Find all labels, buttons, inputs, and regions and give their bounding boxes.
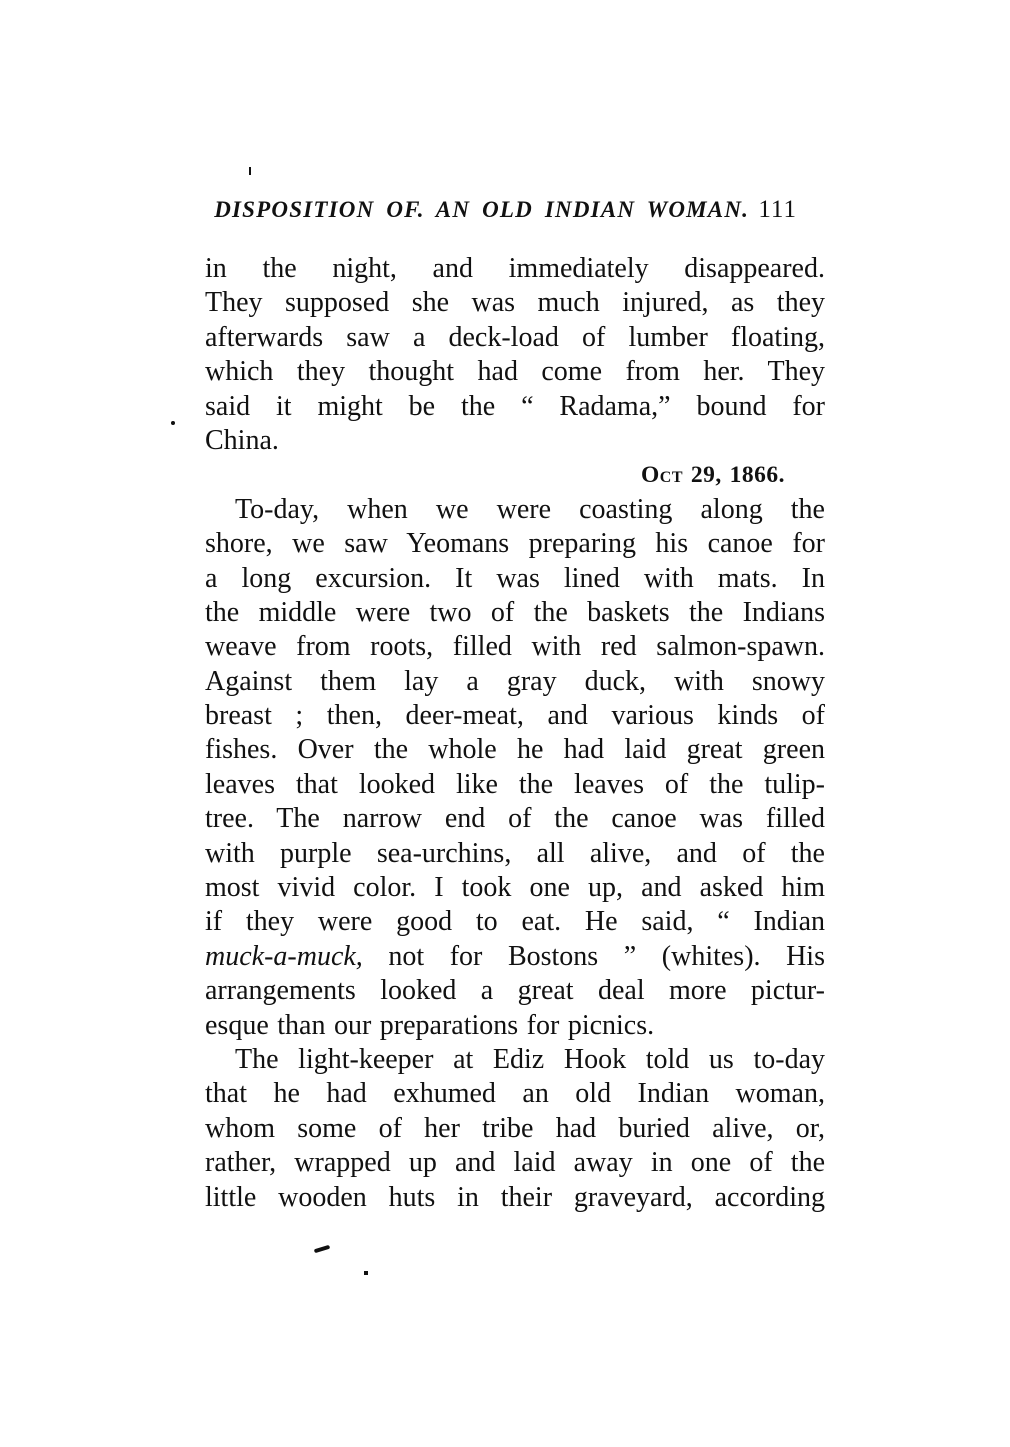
- page-text: [205, 252, 825, 1215]
- text-line: arrangements looked a great deal more pictur-: [205, 975, 825, 1007]
- date-line: Oct 29, 1866.: [640, 462, 785, 489]
- text-line: whom some of her tribe had buried alive, or,: [205, 1112, 825, 1144]
- page-number: 111: [758, 196, 797, 223]
- text-line: esque than our preparations for picnics.: [205, 1009, 655, 1041]
- scan-artifact: [171, 421, 175, 425]
- text-line: if they were good to eat. He said, “ Indian: [205, 906, 825, 938]
- text-line: afterwards saw a deck-load of lumber floating,: [205, 321, 825, 353]
- text-line: [205, 940, 825, 974]
- scan-artifact: [364, 1271, 368, 1275]
- text-line: They supposed she was much injured, as they: [205, 287, 825, 319]
- running-header-title: DISPOSITION OF. AN OLD INDIAN WOMAN.: [214, 197, 750, 222]
- text-line: most vivid color. I took one up, and asked him: [205, 872, 825, 904]
- text-line: that he had exhumed an old Indian woman,: [205, 1078, 825, 1110]
- text-line: which they thought had come from her. They: [205, 356, 825, 388]
- text-line: said it might be the “ Radama,” bound for: [205, 390, 825, 422]
- text-line: leaves that looked like the leaves of the tulip-: [205, 768, 825, 800]
- text-line: Against them lay a gray duck, with snowy: [205, 665, 825, 697]
- text-line: The light-keeper at Ediz Hook told us to-day: [235, 1043, 825, 1075]
- text-line: shore, we saw Yeomans preparing his canoe for: [205, 528, 825, 560]
- text-line: tree. The narrow end of the canoe was filled: [205, 803, 825, 835]
- text-line: in the night, and immediately disappeared.: [205, 253, 825, 284]
- text-line: with purple sea-urchins, all alive, and of the: [205, 837, 825, 869]
- text-line: To-day, when we were coasting along the: [235, 493, 825, 525]
- text-line: little wooden huts in their graveyard, according: [205, 1181, 825, 1213]
- text-line-rest: not for Bostons ” (whites). His: [362, 940, 825, 972]
- text-line: fishes. Over the whole he had laid great green: [205, 734, 825, 766]
- text-line: a long excursion. It was lined with mats. In: [205, 562, 825, 594]
- running-header: [205, 196, 825, 224]
- text-line: rather, wrapped up and laid away in one of the: [205, 1147, 825, 1179]
- scan-artifact: [249, 167, 251, 175]
- italic-phrase: muck-a-muck,: [205, 940, 363, 972]
- text-line: weave from roots, filled with red salmon-spawn.: [205, 631, 825, 663]
- text-line: the middle were two of the baskets the Indians: [205, 596, 825, 628]
- text-line: China.: [205, 424, 279, 456]
- scan-artifact: [314, 1245, 330, 1254]
- text-line: breast ; then, deer-meat, and various kinds of: [205, 700, 825, 732]
